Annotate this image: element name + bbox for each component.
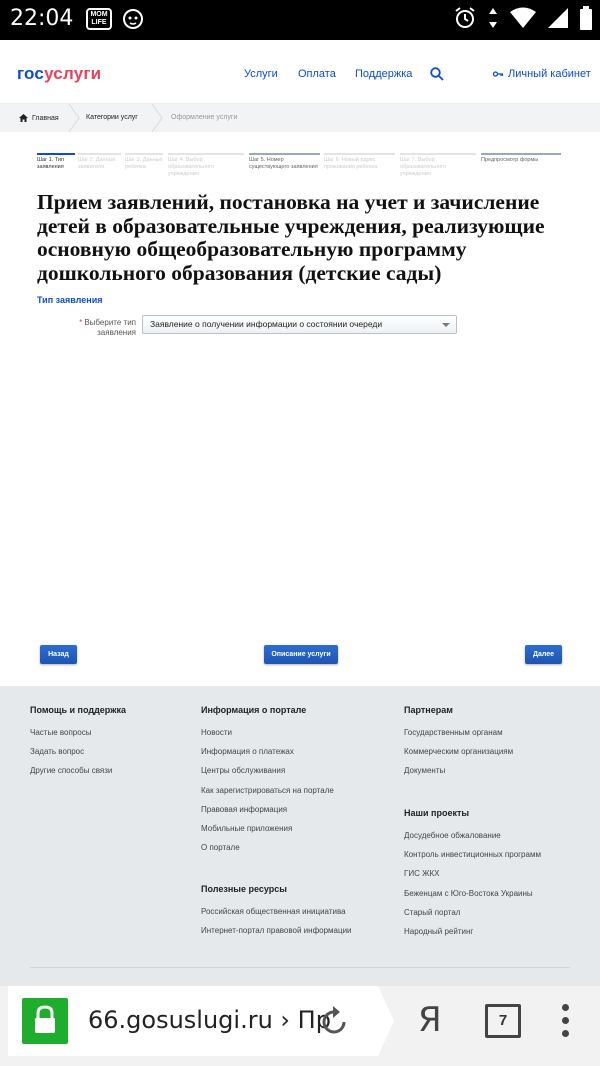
key-icon [493, 70, 503, 78]
service-description-button[interactable]: Описание услуги [264, 645, 338, 664]
momlife-app-icon: MOM LIFE [86, 8, 112, 30]
step-preview: Предпросмотр формы [481, 153, 561, 164]
footer-link[interactable]: Правовая информация [201, 804, 288, 814]
step-2: Шаг 2. Данные заявителя [78, 153, 121, 171]
browser-toolbar [0, 986, 600, 1066]
reload-icon[interactable] [320, 1004, 350, 1036]
footer-link[interactable]: Новости [201, 728, 232, 737]
footer-link[interactable]: Задать вопрос [30, 747, 85, 757]
step-5: Шаг 5. Номер существующего заявления [249, 153, 320, 171]
logo-part-gos: гос [17, 64, 45, 83]
page-title: Прием заявлений, постановка на учет и зачисление детей в образовательные учреждения, реализующие основную общеобразовательную программу дошкольного образования (детские сады) [37, 190, 545, 285]
footer-link[interactable]: Беженцам с Юго-Востока Украины [404, 888, 533, 898]
footer-link[interactable]: Интернет-портал правовой информации [201, 926, 352, 936]
lock-icon [22, 998, 68, 1044]
secure-lock-icon[interactable] [22, 998, 68, 1044]
breadcrumb-categories[interactable]: Категории услуг [86, 114, 138, 121]
breadcrumb-current: Оформление услуги [171, 114, 238, 121]
required-mark: * [79, 318, 83, 327]
footer-heading: Наши проекты [404, 808, 470, 818]
application-type-label [70, 318, 136, 338]
clock: 22:04 [10, 6, 74, 31]
step-6: Шаг 6. Новый адрес проживания ребенка [324, 153, 395, 171]
step-3: Шаг 3. Данные ребенка [125, 153, 163, 171]
site-footer [0, 686, 600, 986]
footer-link[interactable]: Центры обслуживания [201, 766, 286, 776]
wifi-icon [510, 7, 536, 29]
footer-heading: Полезные ресурсы [201, 884, 287, 894]
breadcrumb-home[interactable] [19, 114, 59, 122]
breadcrumb [0, 104, 600, 132]
footer-link[interactable]: Старый портал [404, 907, 461, 917]
footer-info [201, 705, 334, 862]
footer-link[interactable]: Документы [404, 766, 446, 776]
footer-link[interactable]: Контроль инвестиционных программ [404, 850, 541, 860]
search-icon[interactable] [430, 67, 444, 81]
footer-resources [201, 884, 352, 945]
breadcrumb-separator [68, 104, 80, 132]
footer-link[interactable]: Народный рейтинг [404, 926, 474, 936]
more-menu-icon[interactable] [562, 1004, 572, 1043]
select-value: Заявление о получении информации о состоянии очереди [150, 319, 383, 329]
footer-heading: Информация о портале [201, 705, 307, 715]
cabinet-label: Личный кабинет [508, 68, 591, 80]
footer-link[interactable]: О портале [201, 843, 240, 853]
logo-part-uslugi: услуги [44, 64, 102, 83]
next-button[interactable]: Далее [525, 645, 562, 664]
battery-icon [580, 6, 592, 30]
footer-link[interactable]: Как зарегистрироваться на портале [201, 785, 334, 795]
footer-help [30, 705, 126, 786]
footer-link[interactable]: Коммерческим организациям [404, 747, 514, 757]
footer-link[interactable]: Российская общественная инициатива [201, 907, 346, 916]
gosuslugi-logo[interactable] [17, 64, 101, 84]
wizard-steps [37, 153, 561, 183]
nav-payment[interactable]: Оплата [298, 68, 336, 80]
application-type-label-text: Выберите тип заявления [84, 318, 136, 337]
dot [562, 1030, 569, 1037]
nav-support[interactable]: Поддержка [355, 68, 413, 80]
step-7: Шаг 7. Выбор образовательного учреждения [400, 153, 476, 178]
chevron-down-icon [442, 323, 450, 327]
step-1[interactable]: Шаг 1. Тип заявления [37, 153, 75, 171]
status-bar [0, 0, 600, 40]
breadcrumb-home-label: Главная [32, 114, 59, 122]
data-arrows-icon [488, 7, 498, 29]
breadcrumb-separator [151, 104, 163, 132]
address-bar[interactable] [8, 986, 378, 1056]
lion-app-icon [122, 8, 144, 30]
footer-link[interactable]: Информация о платежах [201, 747, 294, 757]
footer-link[interactable]: Досудебное обжалование [404, 831, 501, 840]
footer-link[interactable]: Частые вопросы [30, 728, 92, 737]
site-header [0, 40, 600, 104]
footer-link[interactable]: Другие способы связи [30, 766, 113, 776]
footer-link[interactable]: ГИС ЖКХ [404, 869, 440, 879]
footer-heading: Партнерам [404, 705, 453, 715]
home-icon [19, 114, 28, 122]
yandex-button[interactable]: Я [418, 1000, 442, 1040]
footer-heading: Помощь и поддержка [30, 705, 127, 715]
signal-icon [548, 7, 568, 29]
nav-services[interactable]: Услуги [244, 68, 278, 80]
tabs-counter[interactable]: 7 [485, 1004, 521, 1038]
dot [562, 1004, 569, 1011]
back-button[interactable]: Назад [40, 645, 77, 664]
footer-link[interactable]: Государственным органам [404, 728, 503, 737]
notification-icons [86, 8, 144, 30]
footer-link[interactable]: Мобильные приложения [201, 823, 293, 833]
footer-partners [404, 705, 513, 786]
system-icons [454, 6, 592, 30]
alarm-icon [454, 6, 476, 30]
section-label: Тип заявления [37, 295, 103, 305]
url-text[interactable]: 66.gosuslugi.ru › Пр [88, 1006, 331, 1034]
dot [562, 1017, 569, 1024]
step-4: Шаг 4. Выбор образовательного учреждения [168, 153, 244, 178]
footer-projects [404, 808, 541, 946]
personal-cabinet-link[interactable] [493, 68, 591, 80]
application-type-select[interactable] [142, 315, 457, 334]
footer-divider [30, 967, 570, 968]
